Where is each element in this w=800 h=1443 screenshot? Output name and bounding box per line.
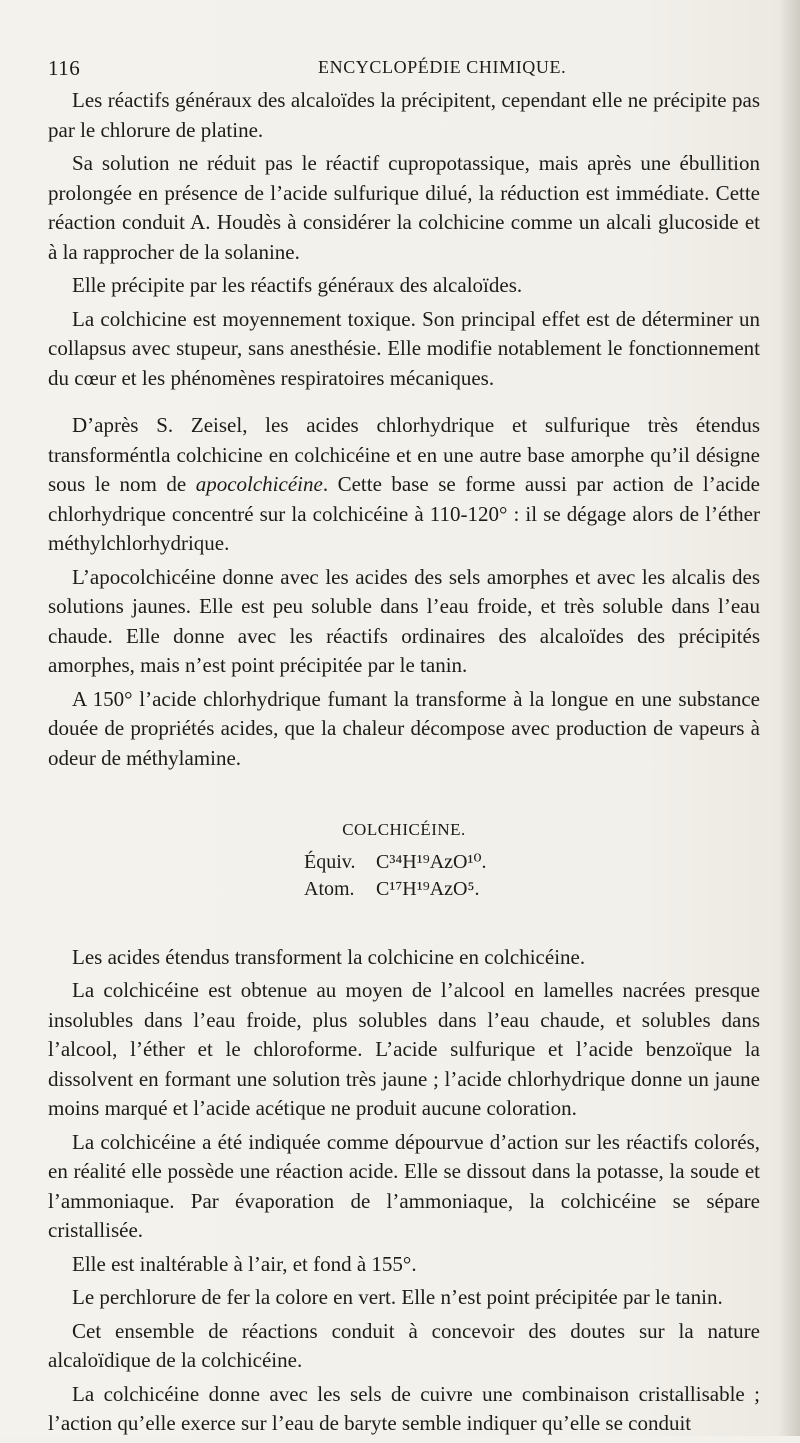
paragraph: Sa solution ne réduit pas le réactif cupropotassique, mais après une ébullition prolongée en présence de l’acide sulfurique dilué, la réduction est immédiate. Cette réaction conduit A. Houdès à considérer la colchicine comme un alcali glucoside et à la rapprocher de la solanine.: [48, 151, 760, 264]
page-number: 116: [48, 56, 81, 80]
zeisel-text-before: D’après S. Zeisel, les acides chlorhydrique et sulfurique très étendus transforméntla colchicine en colchicéine et en une autre base amorphe qu’il désigne sous le nom de: [48, 413, 760, 496]
paragraph: L’apocolchicéine donne avec les acides des sels amorphes et avec les alcalis des solutions jaunes. Elle est peu soluble dans l’eau froide, et très soluble dans l’eau chaude. Elle donne avec les réactifs ordinaires des alcaloïdes des précipités amorphes, mais n’est point précipitée par le tanin.: [48, 564, 760, 677]
paragraph: Cet ensemble de réactions conduit à concevoir des doutes sur la nature alcaloïdique de la colchicéine.: [48, 1318, 760, 1372]
running-title: ENCYCLOPÉDIE CHIMIQUE.: [318, 57, 567, 77]
zeisel-text-after: . Cette base se forme aussi par action de l’acide chlorhydrique concentré sur la colchicéine à 110-120° : il se dégage alors de l’éther méthylchlorhydrique.: [48, 472, 760, 555]
formula-block: [304, 849, 760, 903]
formula-atom: [304, 876, 760, 903]
paragraph: La colchicine est moyennement toxique. Son principal effet est de déterminer un collapsus avec stupeur, sans anesthésie. Elle modifie notablement le fonctionnement du cœur et les phénomènes respiratoires mécaniques.: [48, 306, 760, 390]
section-heading: COLCHICÉINE.: [342, 820, 466, 839]
paragraph: La colchicéine donne avec les sels de cuivre une combinaison cristallisable ; l’action qu’elle exerce sur l’eau de baryte semble indiquer qu’elle se conduit: [48, 1381, 760, 1435]
equiv-formula: C³⁴H¹⁹AzO¹⁰.: [376, 850, 487, 873]
paragraph: La colchicéine est obtenue au moyen de l’alcool en lamelles nacrées presque insolubles dans l’eau froide, plus solubles dans l’eau chaude, et solubles dans l’alcool, l’éther et le chloroforme. L’acide sulfurique et l’acide benzoïque la dissolvent en formant une solution très jaune ; l’acide chlorhydrique donne un jaune moins marqué et l’acide acétique ne produit aucune coloration.: [48, 978, 760, 1120]
formula-equiv: [304, 849, 760, 876]
body-text: [48, 86, 760, 1443]
equiv-label: Équiv.: [304, 850, 356, 873]
apocolchiceine-term: apocolchicéine: [195, 472, 323, 496]
atom-formula: C¹⁷H¹⁹AzO⁵.: [376, 877, 480, 900]
paragraph: A 150° l’acide chlorhydrique fumant la transforme à la longue en une substance douée de propriétés acides, que la chaleur décompose avec production de vapeurs à odeur de méthylamine.: [48, 686, 760, 770]
paragraph: Le perchlorure de fer la colore en vert. Elle n’est point précipitée par le tanin.: [72, 1285, 723, 1309]
paragraph: Elle est inaltérable à l’air, et fond à 155°.: [72, 1251, 417, 1276]
page-header: [48, 56, 760, 80]
paragraph: Les réactifs généraux des alcaloïdes la précipitent, cependant elle ne précipite pas par le chlorure de platine.: [48, 88, 760, 142]
paragraph: Elle précipite par les réactifs généraux des alcaloïdes.: [72, 273, 523, 297]
atom-label: Atom.: [304, 877, 355, 900]
page-spine-shadow: [778, 0, 800, 1436]
paragraph-zeisel: [48, 411, 760, 559]
paragraph: Les acides étendus transforment la colchicine en colchicéine.: [72, 944, 586, 969]
paragraph: La colchicéine a été indiquée comme dépourvue d’action sur les réactifs colorés, en réalité elle possède une réaction acide. Elle se dissout dans la potasse, la soude et l’ammoniaque. Par évaporation de l’ammoniaque, la colchicéine se sépare cristallisée.: [48, 1129, 760, 1242]
